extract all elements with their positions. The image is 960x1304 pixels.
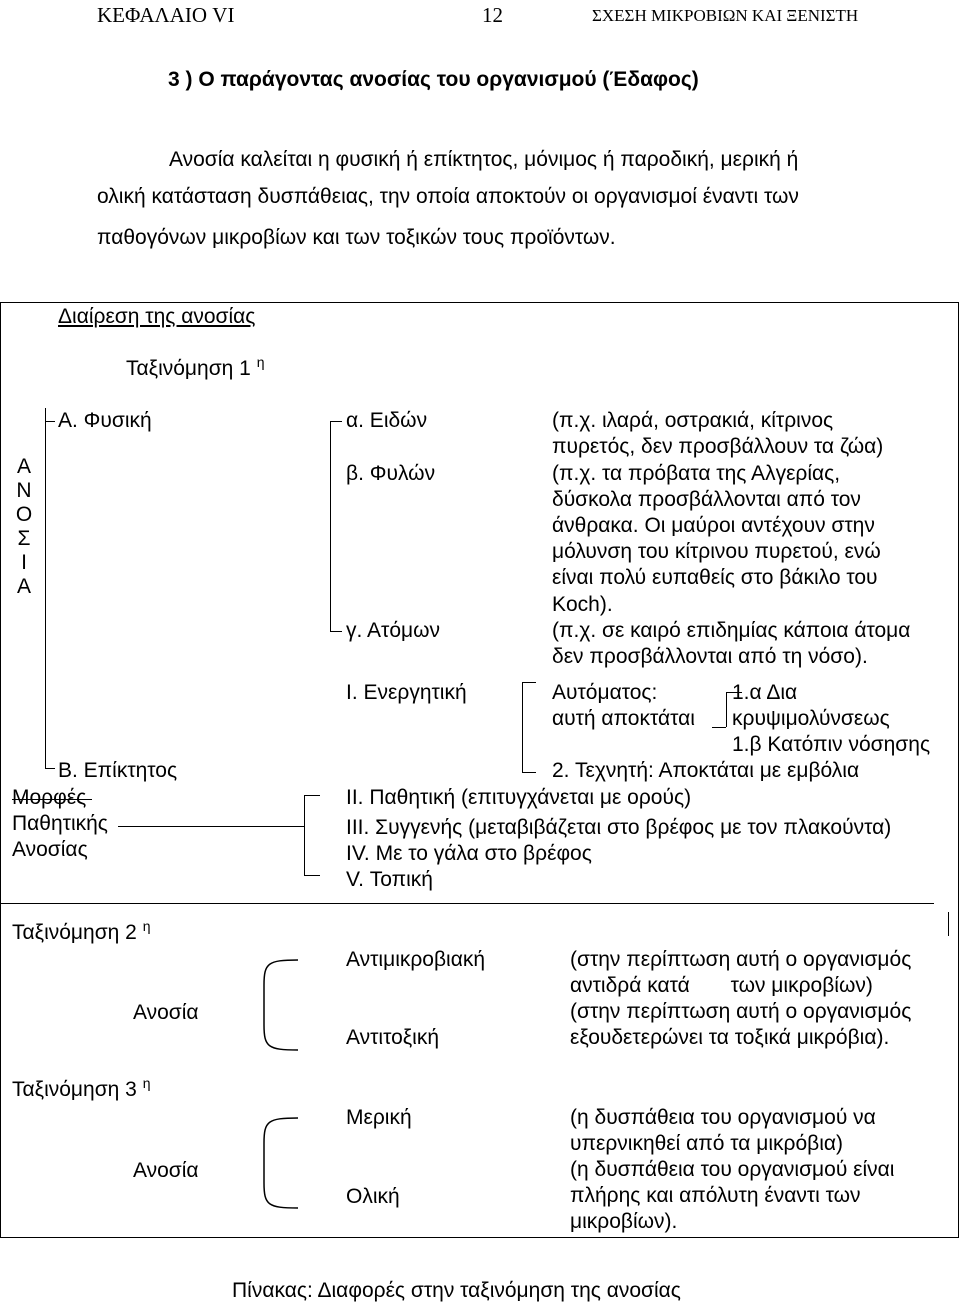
- paragraph-line-2: ολική κατάσταση δυσπάθειας, την οποία αποκτούν οι οργανισμοί έναντι των: [97, 185, 799, 208]
- automatic-bracket-line: [726, 692, 727, 727]
- active-immunity-label: Ι. Ενεργητική: [346, 681, 467, 704]
- section-separator: [0, 903, 934, 904]
- total-note-line-1: (η δυσπάθεια του οργανισμού είναι: [570, 1158, 895, 1181]
- races-note-line-2: δύσκολα προσβάλλονται από τον: [552, 488, 861, 511]
- antitoxic-label: Αντιτοξική: [346, 1026, 440, 1049]
- natural-bracket-tick-2: [330, 631, 342, 632]
- partial-note-line-2: υπερνικηθεί από τα μικρόβια): [570, 1132, 844, 1155]
- classification-3-label: Ταξινόμηση 3 $^\eta$: [12, 1075, 151, 1101]
- antimicrobial-note-line-2: αντιδρά κατά των μικροβίων): [570, 974, 873, 997]
- main-bracket-tick-top: [45, 421, 55, 422]
- section-title: 3 ) Ο παράγοντας ανοσίας του οργανισμού (Έδαφος): [168, 68, 699, 91]
- antitoxic-note-line-2: εξουδετερώνει τα τοξικά μικρόβια).: [570, 1026, 890, 1049]
- total-note-line-3: μικροβίων).: [570, 1210, 678, 1233]
- total-label: Ολική: [346, 1185, 400, 1208]
- chapter-label: ΚΕΦΑΛΑΙΟ VI: [97, 3, 235, 27]
- classification-2-immunity: Ανοσία: [133, 1001, 199, 1024]
- automatic-label-2: αυτή αποκτάται: [552, 707, 695, 730]
- passive-item-4: V. Τοπική: [346, 868, 433, 891]
- passive-forms-line-3: Ανοσίας: [12, 838, 88, 861]
- antimicrobial-label: Αντιμικροβιακή: [346, 948, 486, 971]
- passive-forms-line-2: Παθητικής: [12, 812, 108, 835]
- classification-3-immunity: Ανοσία: [133, 1159, 199, 1182]
- species-note-line-2: πυρετός, δεν προσβάλλουν τα ζώα): [552, 435, 884, 458]
- classification-3-brace: [250, 1113, 300, 1213]
- races-note-line-4: μόλυνση του κίτρινου πυρετού, ενώ: [552, 540, 881, 563]
- races-note-line-5: είναι πολύ ευπαθείς στο βάκιλο του: [552, 566, 878, 589]
- passive-forms-line-1: Μορφές: [12, 786, 87, 809]
- via-option-3: 1.β Κατόπιν νόσησης: [732, 733, 931, 756]
- passive-bracket-tick-bottom: [304, 875, 320, 876]
- species-label: α. Ειδών: [346, 409, 428, 432]
- total-note-line-2: πλήρης και απόλυτη έναντι των: [570, 1184, 861, 1207]
- natural-bracket-line: [330, 421, 331, 631]
- active-bracket-tick-bottom: [522, 772, 536, 773]
- races-label: β. Φυλών: [346, 462, 436, 485]
- races-note-line-6: Koch).: [552, 593, 613, 616]
- races-note-line-3: άνθρακα. Οι μαύροι αντέχουν στην: [552, 514, 875, 537]
- natural-bracket-tick-1: [330, 421, 342, 422]
- paragraph-line-1: Ανοσία καλείται η φυσική ή επίκτητος, μόνιμος ή παροδική, μερική ή: [169, 148, 799, 171]
- individuals-note-line-1: (π.χ. σε καιρό επιδημίας κάποια άτομα: [552, 619, 911, 642]
- classification-2-label: Ταξινόμηση 2 $^\eta$: [12, 918, 151, 944]
- table-heading: Διαίρεση της ανοσίας: [58, 305, 256, 328]
- individuals-note-line-2: δεν προσβάλλονται από τη νόσο).: [552, 645, 868, 668]
- table-caption: Πίνακας: Διαφορές στην ταξινόμηση της ανοσίας: [232, 1279, 681, 1302]
- active-bracket-tick-top: [522, 682, 536, 683]
- natural-immunity-label: Α. Φυσική: [58, 409, 152, 432]
- passive-item-2: ΙΙΙ. Συγγενής (μεταβιβάζεται στο βρέφος με τον πλακούντα): [346, 816, 892, 839]
- species-note-line-1: (π.χ. ιλαρά, οστρακιά, κίτρινος: [552, 409, 834, 432]
- main-bracket-tick-bottom: [45, 768, 55, 769]
- passive-bracket-tick-top: [304, 795, 320, 796]
- active-bracket-line: [522, 682, 523, 772]
- main-bracket-line: [45, 408, 46, 768]
- passive-connector-line: [118, 826, 304, 827]
- artificial-immunity: 2. Τεχνητή: Αποκτάται με εμβόλια: [552, 759, 860, 782]
- separator-mark: [948, 912, 949, 936]
- classification-2-brace: [250, 955, 300, 1055]
- passive-forms-strike: [12, 799, 92, 800]
- passive-item-1: ΙΙ. Παθητική (επιτυγχάνεται με ορούς): [346, 786, 692, 809]
- automatic-bracket-tick-left: [712, 727, 726, 728]
- antitoxic-note-line-1: (στην περίπτωση αυτή ο οργανισμός: [570, 1000, 912, 1023]
- antimicrobial-note-line-1: (στην περίπτωση αυτή ο οργανισμός: [570, 948, 912, 971]
- via-option-1: 1.α Δια: [732, 681, 798, 704]
- partial-note-line-1: (η δυσπάθεια του οργανισμού να: [570, 1106, 876, 1129]
- automatic-label-1: Αυτόματος:: [552, 681, 658, 704]
- passive-bracket-line: [304, 795, 305, 875]
- chapter-subject: ΣΧΕΣΗ ΜΙΚΡΟΒΙΩΝ ΚΑΙ ΞΕΝΙΣΤΗ: [592, 6, 859, 25]
- page-number: 12: [482, 3, 503, 27]
- classification-1-label: Ταξινόμηση 1 $^\eta$: [126, 354, 265, 380]
- partial-label: Μερική: [346, 1106, 412, 1129]
- races-note-line-1: (π.χ. τα πρόβατα της Αλγερίας,: [552, 462, 841, 485]
- paragraph-line-3: παθογόνων μικροβίων και των τοξικών τους προϊόντων.: [97, 226, 616, 249]
- acquired-immunity-label: Β. Επίκτητος: [58, 759, 178, 782]
- vertical-word-immunity: Α Ν Ο Σ Ι Α: [15, 455, 33, 598]
- via-option-2: κρυψιμολύνσεως: [732, 707, 890, 730]
- passive-item-3: ΙV. Με το γάλα στο βρέφος: [346, 842, 592, 865]
- individuals-label: γ. Ατόμων: [346, 619, 440, 642]
